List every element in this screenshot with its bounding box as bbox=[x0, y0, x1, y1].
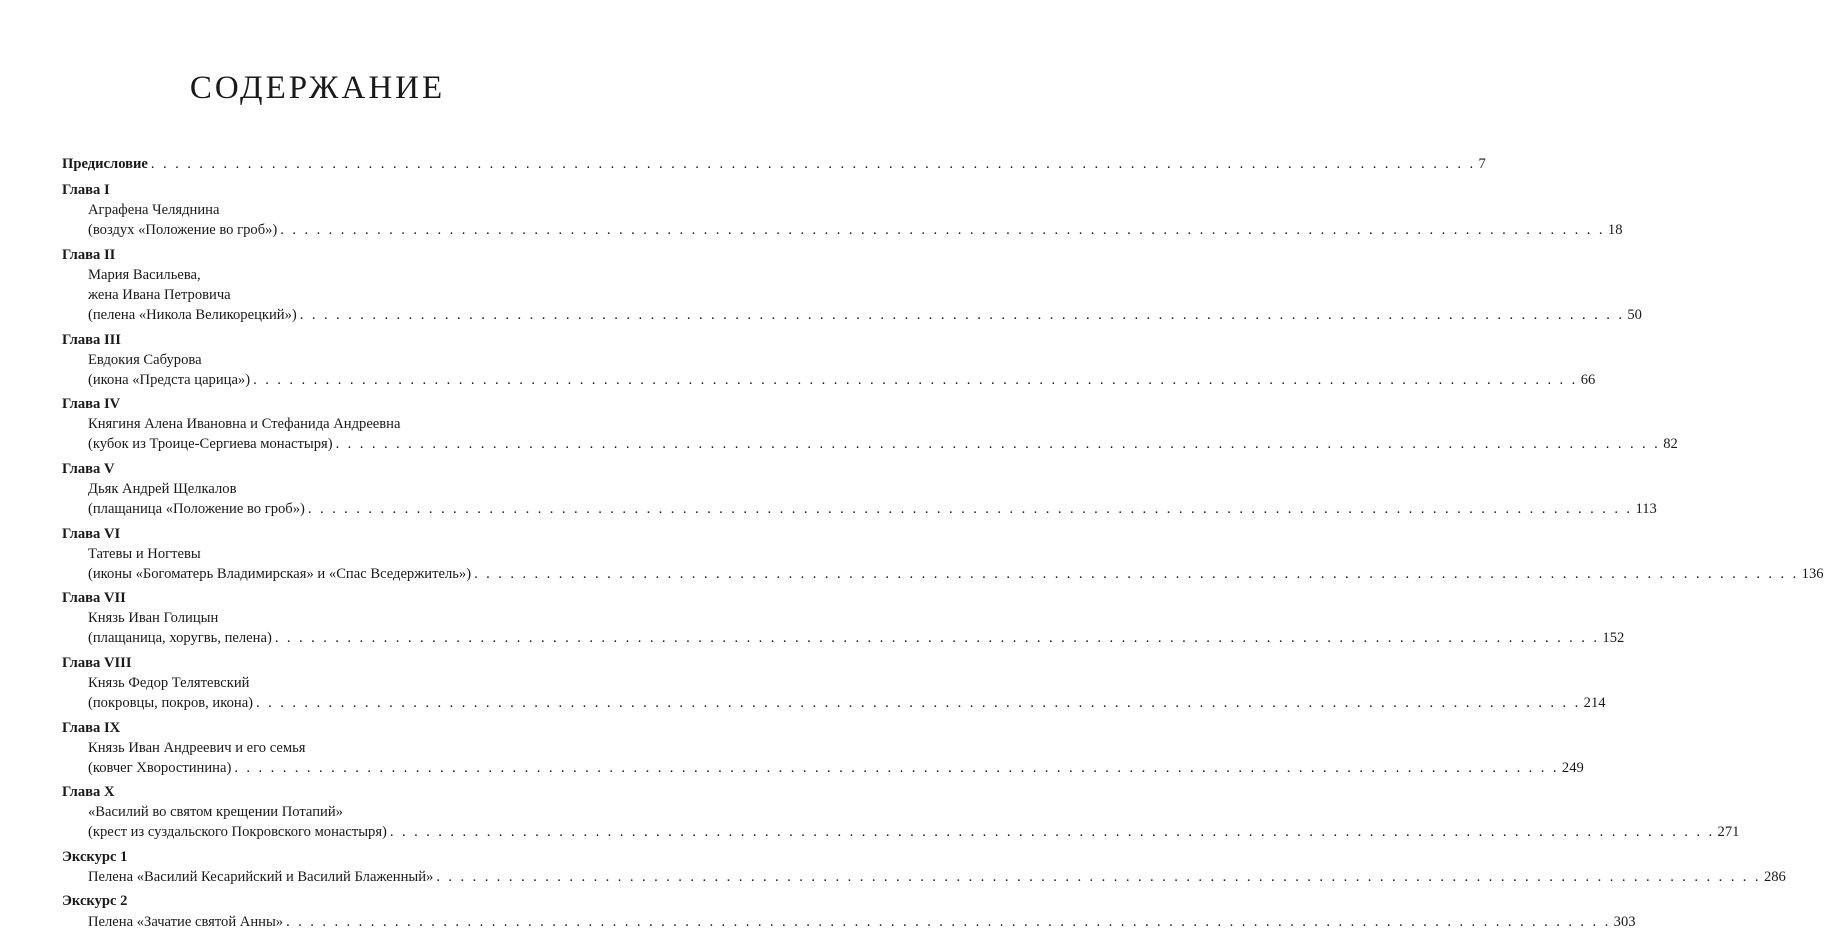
toc-chapter-subtitle-text: Князь Иван Андреевич и его семья bbox=[88, 739, 306, 756]
toc-chapter-subtitle-text: Аграфена Челяднина bbox=[88, 202, 220, 219]
toc-chapter-heading-label: Глава I bbox=[62, 182, 110, 199]
toc-entry-line[interactable] bbox=[62, 370, 1596, 390]
toc-chapter-heading-label: Глава II bbox=[62, 246, 116, 263]
toc-chapter-heading[interactable] bbox=[62, 330, 562, 350]
toc-entry-label: Пелена «Зачатие святой Анны» bbox=[88, 913, 284, 930]
dot-leader bbox=[151, 154, 1476, 174]
toc-chapter-heading[interactable] bbox=[62, 180, 562, 200]
toc-entry-line[interactable] bbox=[62, 628, 1625, 648]
toc-chapter-subtitle-text: Мария Васильева, bbox=[88, 266, 201, 283]
dot-leader bbox=[286, 912, 1611, 932]
toc-page-number: 7 bbox=[1478, 156, 1486, 172]
toc-chapter-subtitle bbox=[62, 265, 562, 285]
dot-leader bbox=[474, 564, 1799, 584]
dot-leader bbox=[308, 499, 1633, 519]
toc-chapter-heading-label: Глава X bbox=[62, 784, 115, 801]
toc-page-number: 303 bbox=[1613, 913, 1636, 930]
dot-leader bbox=[336, 434, 1661, 454]
toc-chapter-subtitle bbox=[62, 200, 562, 220]
dot-leader bbox=[253, 370, 1578, 390]
toc-entry-line[interactable] bbox=[62, 758, 1584, 778]
toc-chapter-subtitle bbox=[62, 350, 562, 370]
toc-entry-line[interactable] bbox=[62, 305, 1642, 325]
toc-chapter-heading-label: Глава VI bbox=[62, 525, 121, 542]
toc-chapter-subtitle-text: Евдокия Сабурова bbox=[88, 351, 202, 368]
toc-chapter-heading[interactable] bbox=[62, 394, 562, 414]
toc-entry-label: (иконы «Богоматерь Владимирская» и «Спас Вседержитель») bbox=[88, 565, 472, 582]
toc-entry-line[interactable] bbox=[62, 499, 1657, 519]
toc-chapter-subtitle bbox=[62, 673, 562, 693]
toc-page-number: 50 bbox=[1627, 307, 1642, 324]
toc-chapter-heading[interactable] bbox=[62, 459, 562, 479]
dot-leader bbox=[300, 305, 1625, 325]
toc-entry-label: (плащаница «Положение во гроб») bbox=[88, 501, 305, 518]
toc-chapter-heading[interactable] bbox=[62, 588, 562, 608]
chapter-list bbox=[62, 180, 1824, 932]
toc-entry-line[interactable] bbox=[62, 912, 1636, 932]
dot-leader bbox=[256, 693, 1581, 713]
toc-chapter-subtitle-text: жена Ивана Петровича bbox=[88, 286, 231, 303]
toc-page-number: 66 bbox=[1580, 371, 1596, 388]
toc-page-number: 82 bbox=[1663, 436, 1678, 453]
toc-page-number: 249 bbox=[1561, 759, 1584, 776]
dot-leader bbox=[436, 867, 1761, 887]
toc-entry-line[interactable] bbox=[62, 434, 1678, 454]
dot-leader bbox=[234, 758, 1559, 778]
toc-chapter-heading[interactable] bbox=[62, 245, 562, 265]
toc-entry-label: Пелена «Василий Кесарийский и Василий Блаженный» bbox=[88, 869, 434, 885]
toc-chapter-heading-label: Глава VIII bbox=[62, 654, 132, 671]
toc-entry-label: Предисловие bbox=[62, 156, 148, 172]
toc-chapter-subtitle bbox=[62, 802, 562, 822]
toc-chapter-heading[interactable] bbox=[62, 782, 562, 802]
toc-entry-label: (пелена «Никола Великорецкий») bbox=[88, 307, 297, 324]
toc-chapter-heading[interactable] bbox=[62, 847, 562, 867]
table-of-contents bbox=[62, 154, 1824, 932]
toc-page-number: 152 bbox=[1602, 630, 1625, 647]
toc-page-number: 214 bbox=[1583, 695, 1606, 712]
dot-leader bbox=[390, 822, 1715, 842]
toc-chapter-subtitle bbox=[62, 414, 562, 434]
toc-page-number: 271 bbox=[1717, 824, 1740, 841]
dot-leader bbox=[275, 628, 1600, 648]
toc-chapter-heading-label: Экскурс 2 bbox=[62, 893, 128, 910]
toc-chapter-subtitle-text: Татевы и Ногтевы bbox=[88, 545, 201, 562]
toc-chapter-heading-label: Глава IX bbox=[62, 719, 121, 736]
toc-page-number: 136 bbox=[1801, 565, 1824, 582]
toc-chapter-subtitle bbox=[62, 608, 562, 628]
toc-entry-label: (икона «Предста царица») bbox=[88, 371, 251, 388]
dot-leader bbox=[280, 220, 1605, 240]
toc-chapter-subtitle-text: Княгиня Алена Ивановна и Стефанида Андреевна bbox=[88, 416, 401, 433]
toc-chapter-subtitle bbox=[62, 285, 562, 305]
toc-entry-line[interactable] bbox=[62, 693, 1606, 713]
toc-chapter-subtitle-text: Князь Федор Телятевский bbox=[88, 674, 250, 691]
toc-entry-line[interactable] bbox=[62, 564, 1824, 584]
toc-entry-label: (плащаница, хоругвь, пелена) bbox=[88, 630, 272, 647]
toc-entry-label: (ковчег Хворостинина) bbox=[88, 759, 232, 776]
toc-entry-label: (воздух «Положение во гроб») bbox=[88, 222, 278, 239]
toc-chapter-heading-label: Глава VII bbox=[62, 590, 126, 607]
toc-chapter-heading[interactable] bbox=[62, 524, 562, 544]
toc-chapter-heading-label: Глава III bbox=[62, 331, 121, 348]
toc-chapter-subtitle bbox=[62, 479, 562, 499]
toc-chapter-heading[interactable] bbox=[62, 653, 562, 673]
toc-page-number: 286 bbox=[1763, 869, 1786, 885]
toc-chapter-heading-label: Экскурс 1 bbox=[62, 848, 128, 865]
toc-chapter-subtitle bbox=[62, 544, 562, 564]
toc-entry-label: (кубок из Троице-Сергиева монастыря) bbox=[88, 436, 333, 453]
toc-entry-preface[interactable] bbox=[62, 154, 1486, 174]
toc-chapter-subtitle-text: Дьяк Андрей Щелкалов bbox=[88, 480, 237, 497]
toc-chapter-heading-label: Глава IV bbox=[62, 396, 121, 413]
toc-entry-line[interactable] bbox=[62, 220, 1623, 240]
toc-entry-label: (крест из суздальского Покровского монастыря) bbox=[88, 824, 387, 841]
toc-chapter-heading[interactable] bbox=[62, 718, 562, 738]
toc-entry-line[interactable] bbox=[62, 867, 1786, 887]
toc-page-number: 113 bbox=[1635, 501, 1657, 518]
toc-entry-line[interactable] bbox=[62, 822, 1740, 842]
toc-page-number: 18 bbox=[1607, 222, 1623, 239]
toc-chapter-subtitle bbox=[62, 738, 562, 758]
toc-chapter-subtitle-text: Князь Иван Голицын bbox=[88, 610, 219, 627]
toc-chapter-heading-label: Глава V bbox=[62, 460, 115, 477]
toc-chapter-subtitle-text: «Василий во святом крещении Потапий» bbox=[88, 804, 343, 821]
toc-chapter-heading[interactable] bbox=[62, 891, 562, 911]
toc-entry-label: (покровцы, покров, икона) bbox=[88, 695, 254, 712]
page-title: СОДЕРЖАНИЕ bbox=[189, 70, 446, 106]
